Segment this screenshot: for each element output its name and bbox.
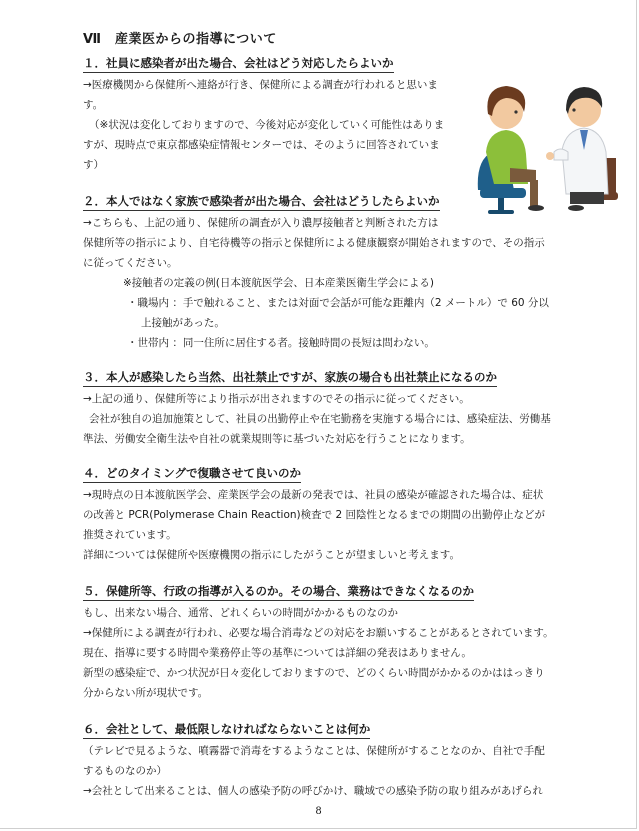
section-line: →会社として出来ることは、個人の感染予防の呼びかけ、職域での感染予防の取り組みがあげられ [83,785,543,797]
section-heading: ３．本人が感染したら当然、出社禁止ですが、家族の場合も出社禁止になるのか [83,369,497,387]
section-line: 準法、労働安全衛生法や自社の就業規則等に基づいた対応を行うことになります。 [83,433,471,445]
section-heading: １．社員に感染者が出た場合、会社はどう対応したらよいか [83,55,394,73]
section-line: すが、現時点で東京都感染症情報センターでは、そのように回答されていま [83,139,440,151]
section-line: 分からない所が現状です。 [83,687,209,699]
page-number: 8 [315,806,322,817]
section-line: 会社が独自の追加施策として、社員の出勤停止や在宅勤務を実施する場合には、感染症法、労働基 [89,413,551,425]
section-5 [83,580,588,703]
section-line: （テレビで見るような、噴霧器で消毒をするようなことは、保健所がすることなのか、自社で手配 [83,745,545,757]
section-line: す） [83,159,104,171]
section-heading: ６．会社として、最低限しなければならないことは何か [83,721,370,739]
section-line: →保健所による調査が行われ、必要な場合消毒などの対応をお願いすることがあるとされています。 [83,627,554,639]
section-line: 上接触があった。 [141,317,225,329]
section-line: に従ってください。 [83,257,178,269]
section-2 [83,190,588,353]
section-line: ※接触者の定義の例(日本渡航医学会、日本産業医衛生学会による) [123,277,434,289]
section-line: 保健所等の指示により、自宅待機等の指示と保健所による健康観察が開始されますので、その指示 [83,237,545,249]
section-line: 推奨されています。 [83,529,177,541]
section-line: するものなのか） [83,765,167,777]
section-line: →現時点の日本渡航医学会、産業医学会の最新の発表では、社員の感染が確認された場合は、症状 [83,489,544,501]
section-1 [83,52,588,175]
section-line: ・職場内 ：手で触れること、または対面で会話が可能な距離内（2 メートル）で 60 分以 [127,297,549,309]
section-line: の改善と PCR(Polymerase Chain Reaction)検査で 2 回陰性となるまでの期間の出勤停止などが [83,509,545,521]
section-4 [83,462,588,565]
section-6 [83,718,588,801]
section-line: ・世帯内 ：同一住所に居住する者。接触時間の長短は問わない。 [127,337,435,349]
section-line: →医療機関から保健所へ連絡が行き、保健所による調査が行われると思いま [83,79,438,91]
section-heading: ２．本人ではなく家族で感染者が出た場合、会社はどうしたらよいか [83,193,440,211]
section-line: →こちらも、上記の通り、保健所の調査が入り濃厚接触者と判断された方は [83,217,439,229]
section-3 [83,366,588,449]
section-line: 新型の感染症で、かつ状況が日々変化しておりますので、どのくらい時間がかかるのかははっきり [83,667,545,679]
section-heading: ５．保健所等、行政の指導が入るのか。その場合、業務はできなくなるのか [83,583,474,601]
section-line: 現在、指導に要する時間や業務停止等の基準については詳細の発表はありません。 [83,647,472,659]
section-line: す。 [83,99,104,111]
section-line: もし、出来ない場合、通常、どれくらいの時間がかかるものなのか [83,607,398,619]
section-line: →上記の通り、保健所等により指示が出されますのでその指示に従ってください。 [83,393,470,405]
section-heading: ４．どのタイミングで復職させて良いのか [83,465,301,483]
page-title: Ⅶ 産業医からの指導について [83,32,277,47]
section-line: 詳細については保健所や医療機関の指示にしたがうことが望ましいと考えます。 [83,549,460,561]
section-line: （※状況は変化しておりますので、今後対応が変化していく可能性はありま [89,119,445,131]
